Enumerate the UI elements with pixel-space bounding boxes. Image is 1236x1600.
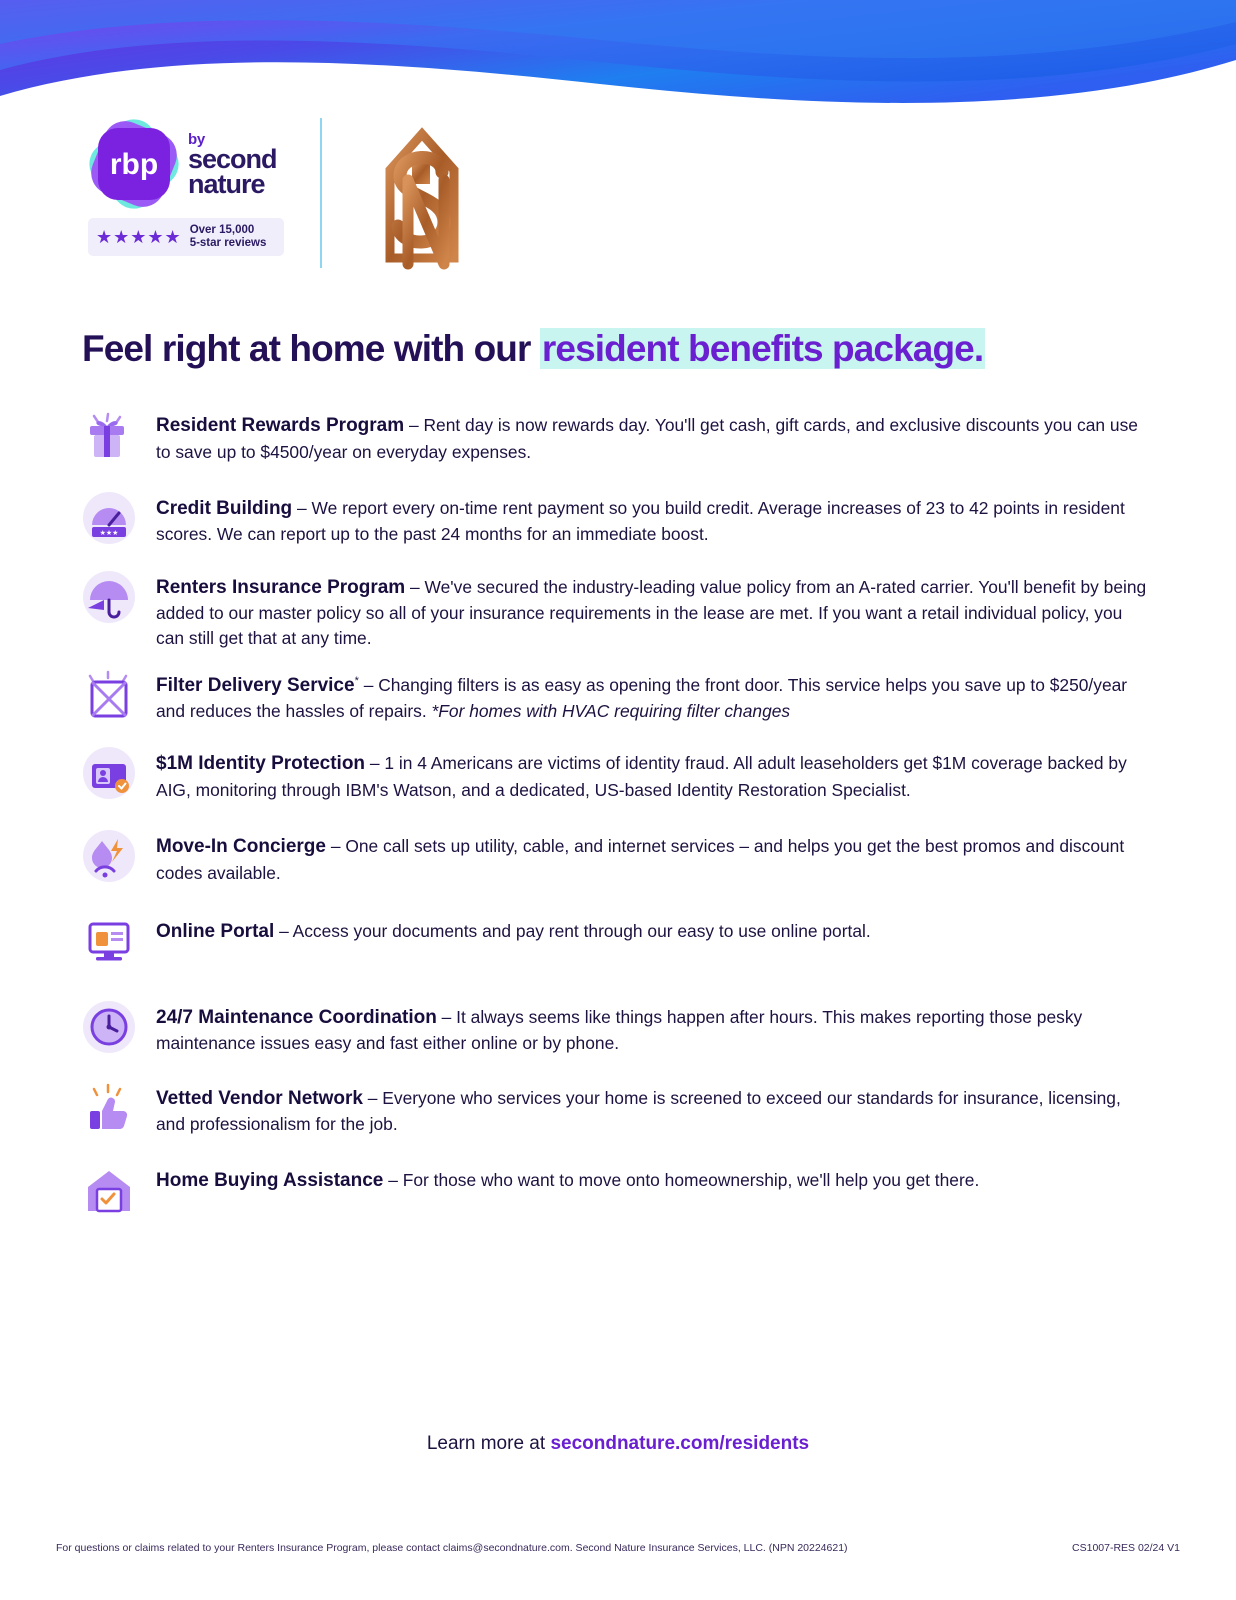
benefit-title: Move-In Concierge xyxy=(156,836,326,858)
benefit-title: Credit Building xyxy=(156,497,293,519)
list-item xyxy=(80,570,1150,652)
benefit-title: Filter Delivery Service xyxy=(156,674,355,696)
secondnature-residents-link[interactable]: secondnature.com/residents xyxy=(550,1433,810,1454)
list-item xyxy=(80,408,1150,465)
reviews-count: Over 15,000 xyxy=(189,223,255,236)
benefit-italic-note: *For homes with HVAC requiring filter changes xyxy=(431,701,791,722)
list-item xyxy=(80,1163,1150,1219)
list-item-text xyxy=(156,1163,979,1195)
list-item xyxy=(80,746,1150,803)
list-item xyxy=(80,914,1150,970)
list-item-text xyxy=(156,408,1150,465)
list-item xyxy=(80,829,1150,886)
rbp-wordmark: rbp xyxy=(109,148,159,181)
benefit-title: 24/7 Maintenance Coordination xyxy=(156,1006,437,1028)
benefit-body: – We report every on-time rent payment so you build credit. Average increases of 23 to 42 points in resident scores. We can report up to the past 24 months for an immediate boost. xyxy=(156,497,1125,545)
reviews-label xyxy=(190,224,267,250)
headline-part1: Feel right at home with our xyxy=(82,328,540,369)
rbp-logo-block xyxy=(88,118,284,256)
benefit-title: Vetted Vendor Network xyxy=(156,1087,363,1109)
logo-row xyxy=(88,118,484,278)
partner-monogram-logo xyxy=(356,118,484,278)
list-item-text xyxy=(156,570,1150,652)
stars-icon: ★★★★★ xyxy=(96,227,182,247)
legal-disclaimer: For questions or claims related to your Renters Insurance Program, please contact claims@secondnature.com. Second Nature Insurance Services, LLC. (NPN 20224621) xyxy=(56,1542,848,1554)
list-item xyxy=(80,491,1150,548)
document-code: CS1007-RES 02/24 V1 xyxy=(1072,1542,1180,1554)
identity-shield-icon xyxy=(80,746,142,802)
thumbs-up-icon xyxy=(80,1081,142,1137)
logo-divider xyxy=(320,118,322,268)
benefit-body: – It always seems like things happen after hours. This makes reporting those pesky maintenance issues easy and fast either online or by phone. xyxy=(156,1006,1083,1054)
list-item-text xyxy=(156,668,1150,725)
second-nature-line1: second xyxy=(188,143,277,174)
benefits-list xyxy=(80,408,1150,1233)
list-item-text xyxy=(156,1000,1150,1057)
benefit-body: – Access your documents and pay rent through our easy to use online portal. xyxy=(274,920,871,941)
umbrella-icon xyxy=(80,570,142,626)
benefit-title: Resident Rewards Program xyxy=(156,415,405,436)
second-nature-line2: nature xyxy=(188,168,265,199)
benefit-body: – 1 in 4 Americans are victims of identity fraud. All adult leaseholders get $1M coverage backed by AIG, monitoring through IBM's Watson, and a dedicated, US-based Identity Restoration Specialist. xyxy=(156,753,1127,800)
footer-fineprint xyxy=(56,1542,1180,1554)
list-item-text xyxy=(156,829,1150,886)
learn-more-prefix: Learn more at xyxy=(426,1433,551,1454)
benefit-title: Renters Insurance Program xyxy=(156,576,406,598)
wave-graphic xyxy=(0,0,1236,130)
credit-score-icon xyxy=(80,491,142,547)
list-item xyxy=(80,1000,1150,1057)
online-portal-icon xyxy=(80,914,142,970)
clock-icon xyxy=(80,1000,142,1056)
utilities-icon xyxy=(80,829,142,885)
benefit-body: – Rent day is now rewards day. You'll get cash, gift cards, and exclusive discounts you can use to save up to $4500/year on everyday expenses. xyxy=(156,415,1138,462)
benefit-title: Online Portal xyxy=(156,920,275,942)
reviews-text: 5-star reviews xyxy=(189,237,267,249)
list-item-text xyxy=(156,914,871,946)
benefit-body: – For those who want to move onto homeownership, we'll help you get there. xyxy=(383,1170,980,1191)
benefit-body: – One call sets up utility, cable, and internet services – and helps you get the best promos and discount codes available. xyxy=(156,836,1125,883)
gift-icon xyxy=(80,408,142,464)
headline-highlight: resident benefits package. xyxy=(541,328,984,369)
header-wave-banner xyxy=(0,0,1236,130)
five-star-reviews-badge xyxy=(88,218,284,256)
benefit-body: – Changing filters is as easy as opening the front door. This service helps you save up to $250/year and reduces the hassles of repairs. xyxy=(156,674,1128,722)
list-item-text xyxy=(156,1081,1150,1138)
svg-text:★★★: ★★★ xyxy=(99,529,119,537)
benefit-title: $1M Identity Protection xyxy=(156,753,366,775)
list-item-text xyxy=(156,746,1150,803)
page-title xyxy=(82,328,1162,370)
rbp-by-label: by xyxy=(188,130,205,148)
benefit-body: – Everyone who services your home is screened to exceed our standards for insurance, licensing, and professionalism for the job. xyxy=(156,1087,1121,1135)
benefit-title: Home Buying Assistance xyxy=(156,1170,384,1192)
learn-more-line xyxy=(0,1433,1236,1455)
home-checklist-icon xyxy=(80,1163,142,1219)
list-item xyxy=(80,668,1150,725)
list-item-text xyxy=(156,491,1150,548)
rbp-badge-icon xyxy=(88,118,180,210)
air-filter-icon xyxy=(80,668,142,724)
benefit-title-asterisk: * xyxy=(354,674,359,687)
benefit-body: – We've secured the industry-leading value policy from an A-rated carrier. You'll benefit by being added to our master policy so all of your insurance requirements in the lease are met. If you want a retail individual policy, you can still get that at any time. xyxy=(156,576,1147,649)
list-item xyxy=(80,1081,1150,1138)
